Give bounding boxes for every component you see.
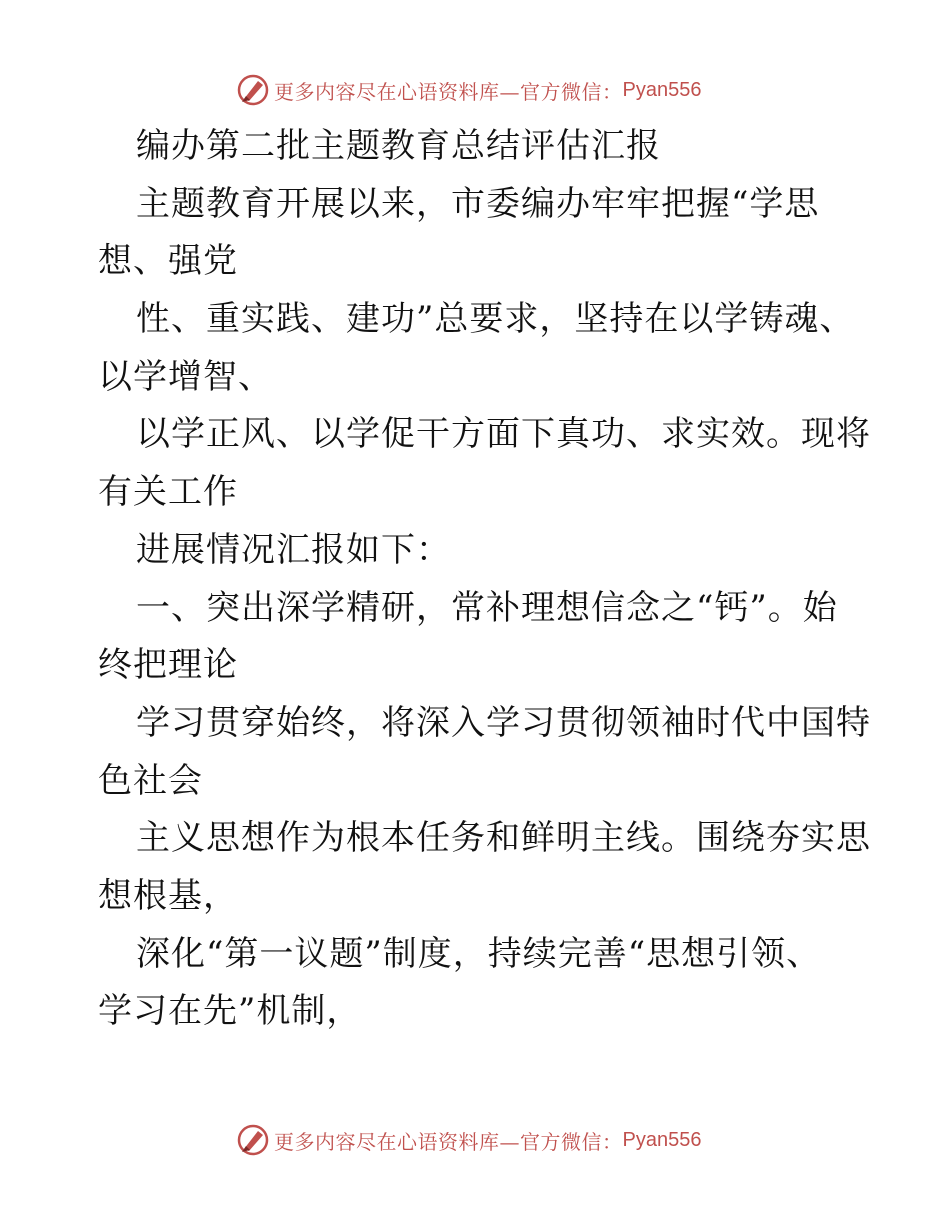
document-line: 编办第二批主题教育总结评估汇报 <box>136 126 661 166</box>
document-line: 色社会 <box>98 760 203 801</box>
document-line: 主义思想作为根本任务和鲜明主线。围绕夯实思 <box>136 818 871 859</box>
document-body <box>98 118 871 1041</box>
document-line: 一、突出深学精研，常补理想信念之“钙”。始 <box>136 587 838 628</box>
document-line: 终把理论 <box>98 645 238 686</box>
pen-logo-icon <box>236 1123 270 1157</box>
document-line: 主题教育开展以来，市委编办牢牢把握“学思 <box>136 183 820 224</box>
watermark-text: 更多内容尽在心语资料库—官方微信： <box>274 79 623 104</box>
document-line: 有关工作 <box>98 472 238 513</box>
document-line: 深化“第一议题”制度，持续完善“思想引领、 <box>136 933 822 974</box>
document-line: 以学正风、以学促干方面下真功、求实效。现将 <box>136 414 871 455</box>
watermark-text: 更多内容尽在心语资料库—官方微信： <box>274 1129 623 1154</box>
watermark-header <box>236 72 701 108</box>
document-line: 性、重实践、建功”总要求，坚持在以学铸魂、 <box>136 299 855 340</box>
document-line: 进展情况汇报如下： <box>136 529 451 570</box>
document-line: 学习贯穿始终，将深入学习贯彻领袖时代中国特 <box>136 702 871 743</box>
document-line: 想根基， <box>98 875 238 916</box>
document-line: 以学增智、 <box>98 356 273 397</box>
watermark-wechat-id: Pyan556 <box>622 1128 702 1151</box>
pen-logo-icon <box>236 73 270 107</box>
document-line: 想、强党 <box>98 241 238 282</box>
watermark-wechat-id: Pyan556 <box>622 78 702 101</box>
document-line: 学习在先”机制， <box>98 991 362 1032</box>
watermark-footer <box>236 1122 701 1158</box>
